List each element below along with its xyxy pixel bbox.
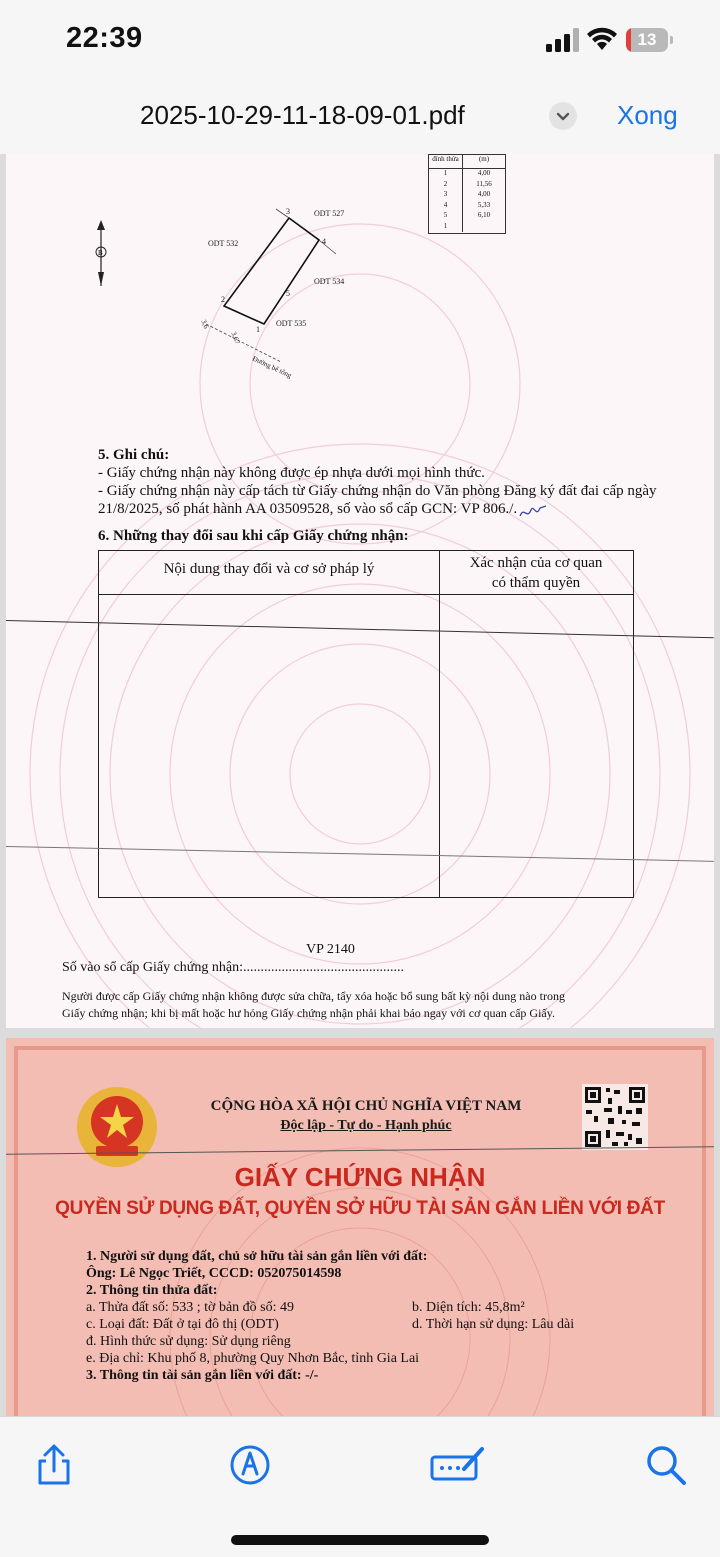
nav-bar xyxy=(0,80,720,154)
table-cell: 4,00 xyxy=(477,190,491,198)
usage-term: d. Thời hạn sử dụng: Lâu dài xyxy=(412,1317,575,1332)
done-button[interactable]: Xong xyxy=(617,100,678,130)
parcel-heading: 2. Thông tin thửa đất: xyxy=(86,1283,218,1298)
footer-line: Người được cấp Giấy chứng nhận không được sửa chữa, tẩy xóa hoặc bổ sung bất kỳ nội dung nào trong xyxy=(62,989,565,1003)
status-time: 22:39 xyxy=(66,22,143,54)
table-header: (m) xyxy=(478,155,490,163)
land-type: c. Loại đất: Đất ở tại đô thị (ODT) xyxy=(86,1317,279,1332)
markup-icon[interactable] xyxy=(226,1441,274,1489)
table-cell: 2 xyxy=(429,180,463,191)
table-header: đỉnh thửa xyxy=(429,155,463,168)
home-indicator[interactable] xyxy=(231,1535,489,1545)
table-cell: 5,33 xyxy=(477,200,491,209)
dimension-label: 3,67 xyxy=(229,330,242,345)
battery-icon xyxy=(626,28,674,52)
note-line: - Giấy chứng nhận này không được ép nhựa dưới mọi hình thức. xyxy=(98,465,485,481)
certificate-subtitle: QUYỀN SỬ DỤNG ĐẤT, QUYỀN SỞ HỮU TÀI SẢN GẮN LIỀN VỚI ĐẤT xyxy=(55,1198,665,1219)
table-cell: 4 xyxy=(429,201,463,212)
changes-heading: 6. Những thay đổi sau khi cấp Giấy chứng nhận: xyxy=(98,528,409,544)
parcel-address: e. Địa chỉ: Khu phố 8, phường Quy Nhơn Bắc, tỉnh Gia Lai xyxy=(86,1351,420,1366)
table-cell: 3 xyxy=(429,190,463,201)
parcel-label: ODT 535 xyxy=(276,319,307,328)
table-cell: 11,56 xyxy=(476,179,492,188)
battery-level: 13 xyxy=(637,30,657,49)
wifi-icon xyxy=(586,26,618,52)
title-menu-button[interactable] xyxy=(549,102,577,130)
table-cell: 4,00 xyxy=(477,169,491,177)
vertex-label: 2 xyxy=(221,295,225,304)
road-label: Đường bê tông xyxy=(251,354,293,380)
parcel-label: ODT 532 xyxy=(208,239,239,248)
changes-col-header: Nội dung thay đổi và cơ sở pháp lý xyxy=(163,561,375,577)
pdf-viewport[interactable] xyxy=(0,154,720,1416)
table-cell: 5 xyxy=(429,211,463,222)
share-icon[interactable] xyxy=(30,1441,78,1489)
vertex-label: 3 xyxy=(286,207,290,216)
owner-name: Ông: Lê Ngọc Triết, CCCD: 052075014598 xyxy=(86,1266,342,1281)
pdf-page-1 xyxy=(6,154,714,1028)
table-cell: 1 xyxy=(429,169,463,180)
north-arrow-icon xyxy=(96,220,106,286)
changes-col-header: Xác nhận của cơ quan xyxy=(469,555,603,571)
usage-form: đ. Hình thức sử dụng: Sử dụng riêng xyxy=(86,1334,291,1349)
parcel-number: a. Thửa đất số: 533 ; tờ bản đồ số: 49 xyxy=(86,1300,294,1315)
dimension-label: 3,6 xyxy=(199,318,211,330)
national-emblem-icon xyxy=(72,1082,162,1172)
annotate-icon[interactable] xyxy=(428,1441,488,1489)
certificate-title: GIẤY CHỨNG NHẬN xyxy=(234,1162,486,1192)
parcel-area: b. Diện tích: 45,8m² xyxy=(412,1300,525,1315)
footer-line: Giấy chứng nhận; khi bị mất hoặc hư hỏng Giấy chứng nhận phải khai báo ngay với cơ quan cấp Giấy. xyxy=(62,1006,555,1020)
table-cell: 1 xyxy=(429,222,463,233)
note-line: 21/8/2025, số phát hành AA 03509528, số vào sổ cấp GCN: VP 806./. xyxy=(98,501,518,517)
parcel-label: ODT 534 xyxy=(314,277,345,286)
search-icon[interactable] xyxy=(642,1441,690,1489)
changes-table xyxy=(98,550,634,898)
bottom-toolbar xyxy=(0,1416,720,1557)
pdf-page-2 xyxy=(6,1038,714,1416)
changes-col-header: có thẩm quyền xyxy=(491,575,581,591)
vertex-label: 4 xyxy=(322,237,326,246)
motto: Độc lập - Tự do - Hạnh phúc xyxy=(280,1118,452,1133)
asset-heading: 3. Thông tin tài sản gắn liền với đất: -/- xyxy=(86,1368,319,1383)
vertex-label: 5 xyxy=(286,289,290,298)
cellular-signal-icon xyxy=(545,28,579,52)
notes-heading: 5. Ghi chú: xyxy=(98,447,170,463)
register-label: Số vào sổ cấp Giấy chứng nhận:.............................................. xyxy=(62,960,404,975)
vertex-label: 1 xyxy=(256,325,260,334)
parcel-outline xyxy=(224,218,319,324)
north-label: B xyxy=(98,249,103,257)
note-line: - Giấy chứng nhận này cấp tách từ Giấy chứng nhận do Văn phòng Đăng ký đất đai cấp ngày xyxy=(98,483,657,499)
qr-code xyxy=(582,1084,648,1150)
chevron-down-icon xyxy=(549,102,577,130)
document-title[interactable]: 2025-10-29-11-18-09-01.pdf xyxy=(140,100,465,130)
vp-number: VP 2140 xyxy=(306,942,355,957)
table-cell: 6,10 xyxy=(477,211,491,219)
signature-scribble xyxy=(518,502,548,522)
parcel-map xyxy=(6,154,714,394)
republic-heading: CỘNG HÒA XÃ HỘI CHỦ NGHĨA VIỆT NAM xyxy=(210,1098,522,1114)
status-bar xyxy=(0,0,720,80)
owner-heading: 1. Người sử dụng đất, chủ sở hữu tài sản gắn liền với đất: xyxy=(86,1249,428,1264)
parcel-label: ODT 527 xyxy=(314,209,345,218)
